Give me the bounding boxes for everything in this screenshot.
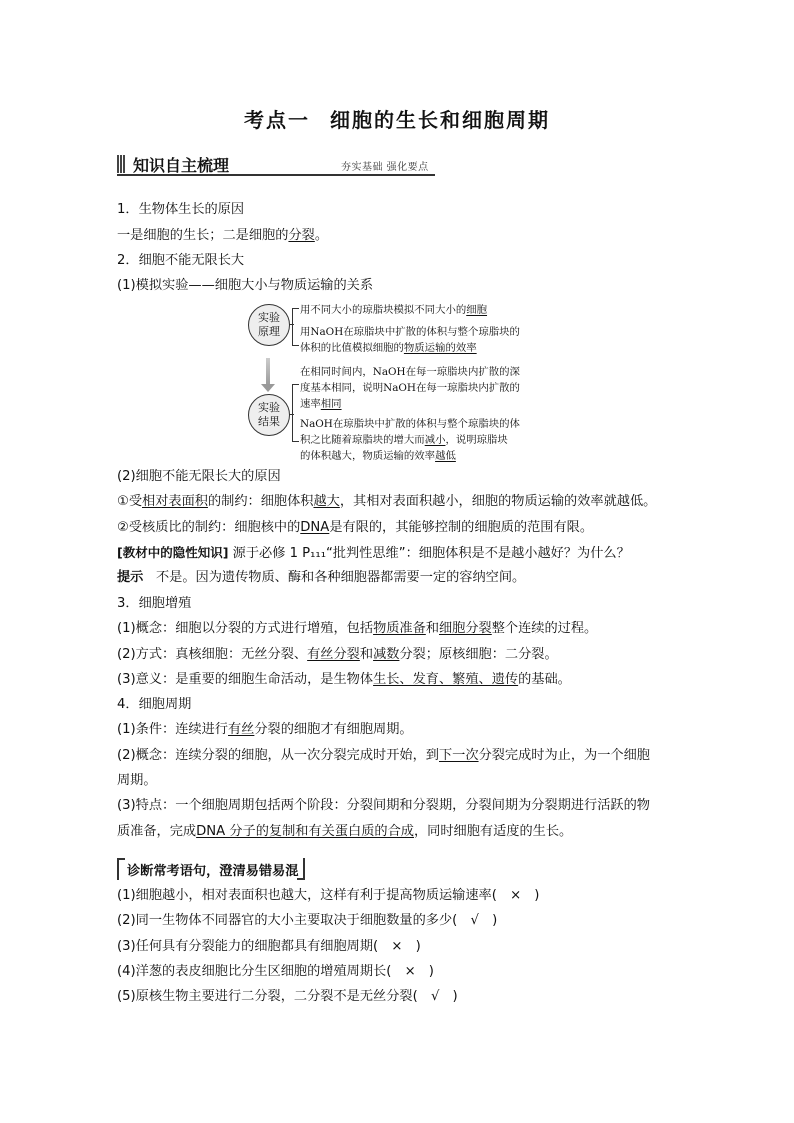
result-oval: 实验 结果: [248, 394, 290, 436]
section-marker-icon: [117, 155, 125, 173]
diagnose-heading: [117, 858, 305, 880]
p4-concept-cont: 周期。: [117, 773, 157, 788]
title-part-2: 细胞的生长和细胞周期: [330, 108, 550, 132]
result-text-2c: 的体积越大，物质运输的效率越低: [300, 450, 456, 462]
diagnose-item: (2)同一生物体不同器官的大小主要取决于细胞数量的多少( √ ): [117, 913, 498, 928]
result-text-2a: NaOH在琼脂块中扩散的体积与整个琼脂块的体: [300, 418, 520, 430]
principle-text-2b: 体积的比值模拟细胞的物质运输的效率: [300, 342, 477, 354]
diagnose-title: 诊断常考语句，澄清易错易混: [127, 864, 299, 879]
p3-heading: 3．细胞增殖: [117, 596, 192, 611]
result-text-2b: 积之比随着琼脂块的增大而减小，说明琼脂块: [300, 434, 508, 446]
title-part-1: 考点一: [244, 108, 310, 132]
section-header: [117, 150, 435, 176]
section-label: 知识自主梳理: [133, 156, 230, 175]
diagnose-item: (4)洋葱的表皮细胞比分生区细胞的增殖周期长( × ): [117, 964, 434, 979]
hidden-tip: 提示 不是。因为遗传物质、酶和各种细胞器都需要一定的容纳空间。: [117, 570, 526, 585]
p3-meaning: (3)意义：是重要的细胞生命活动，是生物体生长、发育、繁殖、遗传的基础。: [117, 672, 571, 687]
p4-feature-cont: 质准备，完成DNA 分子的复制和有关蛋白质的合成，同时细胞有适度的生长。: [117, 824, 573, 839]
result-text-1b: 度基本相同，说明NaOH在每一琼脂块内扩散的: [300, 382, 520, 394]
experiment-diagram: [244, 298, 574, 464]
p1-text: 一是细胞的生长；二是细胞的分裂。: [117, 228, 328, 243]
diagnose-item: (5)原核生物主要进行二分裂，二分裂不是无丝分裂( √ ): [117, 989, 458, 1004]
section-rule: [117, 174, 435, 176]
down-arrow-shaft: [266, 358, 270, 386]
down-arrow-icon: [261, 384, 275, 392]
p1-heading: 1．生物体生长的原因: [117, 202, 245, 217]
result-text-1c: 速率相同: [300, 398, 342, 410]
principle-text-2a: 用NaOH在琼脂块中扩散的体积与整个琼脂块的: [300, 326, 520, 338]
diagnose-item: (1)细胞越小，相对表面积也越大，这样有利于提高物质运输速率( × ): [117, 888, 540, 903]
brace-result: [292, 384, 299, 442]
p4-concept: (2)概念：连续分裂的细胞，从一次分裂完成时开始，到下一次分裂完成时为止，为一个细胞: [117, 748, 650, 763]
page-title: [0, 104, 794, 133]
brace-principle: [292, 308, 299, 346]
p2-reason-1: ①受相对表面积的制约：细胞体积越大，其相对表面积越小，细胞的物质运输的效率就越低。: [117, 494, 657, 509]
p2-heading: 2．细胞不能无限长大: [117, 253, 245, 268]
p4-condition: (1)条件：连续进行有丝分裂的细胞才有细胞周期。: [117, 722, 413, 737]
p2-sub1: (1)模拟实验——细胞大小与物质运输的关系: [117, 278, 374, 293]
principle-text-1: 用不同大小的琼脂块模拟不同大小的细胞: [300, 304, 488, 316]
diagnose-item: (3)任何具有分裂能力的细胞都具有细胞周期( × ): [117, 939, 421, 954]
p3-concept: (1)概念：细胞以分裂的方式进行增殖，包括物质准备和细胞分裂整个连续的过程。: [117, 621, 598, 636]
bracket-left: [117, 858, 125, 880]
p4-feature: (3)特点：一个细胞周期包括两个阶段：分裂间期和分裂期，分裂间期为分裂期进行活跃的物: [117, 798, 650, 813]
p3-methods: (2)方式：真核细胞：无丝分裂、有丝分裂和减数分裂；原核细胞：二分裂。: [117, 647, 558, 662]
p4-heading: 4．细胞周期: [117, 697, 192, 712]
bracket-right: [297, 858, 305, 880]
principle-oval: 实验 原理: [248, 304, 290, 346]
result-text-1a: 在相同时间内，NaOH在每一琼脂块内扩散的深: [300, 366, 520, 378]
section-subtitle: 夯实基础 强化要点: [341, 162, 429, 173]
hidden-knowledge: [教材中的隐性知识] 源于必修 1 P₁₁₁“批判性思维”：细胞体积是不是越小越好？为什么？: [117, 545, 630, 561]
p2-sub2: (2)细胞不能无限长大的原因: [117, 469, 281, 484]
p2-reason-2: ②受核质比的制约：细胞核中的DNA是有限的，其能够控制的细胞质的范围有限。: [117, 520, 594, 535]
